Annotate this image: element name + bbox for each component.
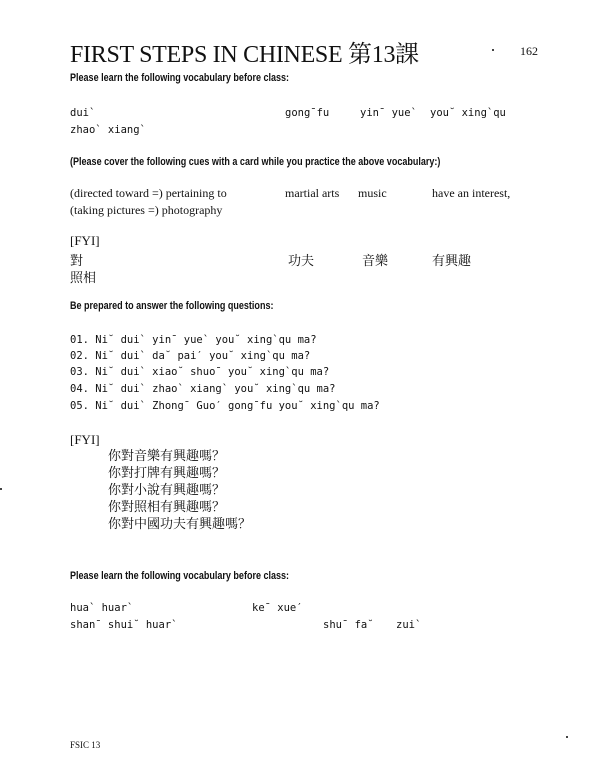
vocab-word: ke¯ xue′ (252, 602, 303, 614)
footer-label: FSIC 13 (70, 740, 101, 750)
cue-text: martial arts (285, 186, 340, 200)
vocab-word: yin¯ yue` (360, 107, 417, 119)
vocab-heading-2: Please learn the following vocabulary before class: (70, 570, 290, 582)
page-number: 162 (520, 44, 538, 58)
vocab-word: shu¯ fa˘ (323, 619, 374, 631)
question-item: 05. Ni˘ dui` Zhong¯ Guo′ gong¯fu you˘ xing`qu ma? (70, 400, 380, 412)
question-item: 03. Ni˘ dui` xiao˘ shuo¯ you˘ xing`qu ma? (70, 366, 330, 378)
cue-text: (taking pictures =) photography (70, 203, 223, 217)
fyi-label: [FYI] (70, 233, 100, 248)
cue-text: (directed toward =) pertaining to (70, 186, 227, 200)
vocab-word: gong¯fu (285, 107, 330, 119)
vocab-word: zui` (396, 619, 422, 631)
chinese-word: 對 (70, 254, 84, 269)
vocab-word: shan¯ shui˘ huar` (70, 619, 178, 631)
vocab-word: zhao` xiang` (70, 124, 146, 136)
chinese-question: 你對照相有興趣嗎？ (108, 500, 226, 515)
vocab-word: dui` (70, 107, 96, 119)
chinese-question: 你對小說有興趣嗎？ (108, 483, 226, 498)
question-item: 04. Ni˘ dui` zhao` xiang` you˘ xing`qu ma? (70, 383, 336, 395)
page-title: FIRST STEPS IN CHINESE 第13課 (70, 42, 419, 68)
chinese-question: 你對中國功夫有興趣嗎？ (108, 517, 252, 532)
fyi-label: [FYI] (70, 432, 100, 447)
question-item: 01. Ni˘ dui` yin¯ yue` you˘ xing`qu ma? (70, 334, 317, 346)
scan-speck (0, 488, 2, 490)
question-item: 02. Ni˘ dui` da˘ pai′ you˘ xing`qu ma? (70, 350, 311, 362)
chinese-question: 你對打牌有興趣嗎？ (108, 466, 226, 481)
vocab-word: hua` huar` (70, 602, 134, 614)
cue-heading: (Please cover the following cues with a card while you practice the above vocabulary:) (70, 156, 441, 168)
cue-text: music (358, 186, 387, 200)
chinese-word: 音樂 (362, 254, 389, 269)
chinese-question: 你對音樂有興趣嗎？ (108, 449, 226, 464)
chinese-word: 有興趣 (432, 254, 472, 269)
chinese-word: 功夫 (288, 254, 315, 269)
chinese-word: 照相 (70, 271, 97, 286)
questions-heading: Be prepared to answer the following questions: (70, 300, 274, 312)
scan-speck (566, 736, 568, 738)
vocab-word: you˘ xing`qu (430, 107, 506, 119)
scan-speck (492, 49, 494, 51)
cue-text: have an interest, (432, 186, 511, 200)
vocab-heading: Please learn the following vocabulary before class: (70, 72, 290, 84)
